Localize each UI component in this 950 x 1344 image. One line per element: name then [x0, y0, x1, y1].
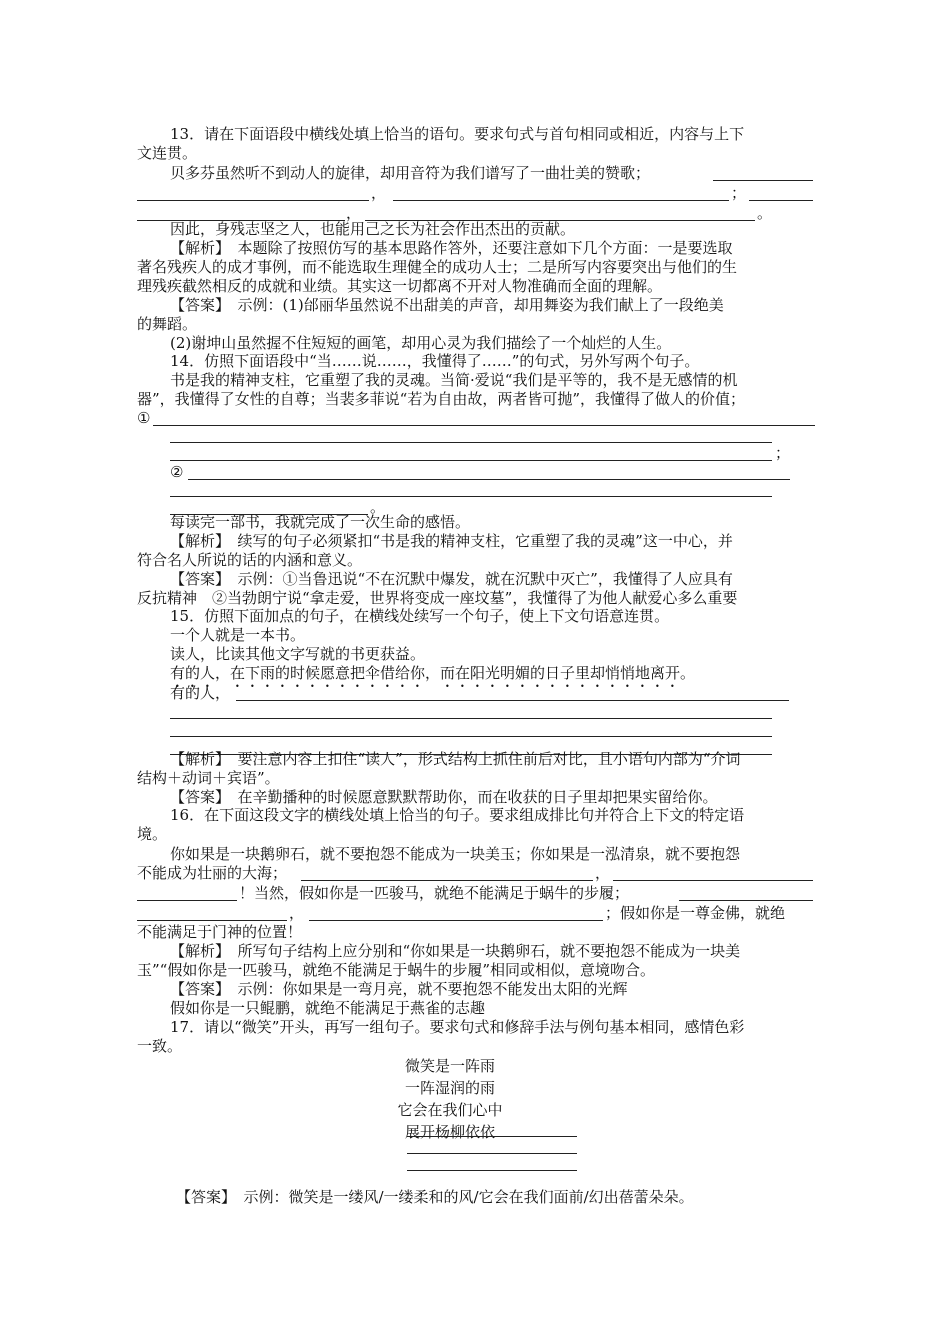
poem-line: 微笑是一阵雨 — [404, 1057, 495, 1075]
q13-analysis-cont: 著名残疾人的成才事例，而不能选取生理健全的成功人士；二是所写内容要突出与他们的生 — [137, 258, 738, 276]
q15-line: 一个人就是一本书。 — [170, 626, 306, 644]
poem-line: 展开杨柳依依 — [404, 1123, 495, 1141]
answer-blank[interactable] — [153, 411, 815, 426]
answer-blank[interactable] — [188, 465, 790, 480]
q13-prompt: 13．请在下面语段中横线处填上恰当的语句。要求句式与首句相同或相近，内容与上下 — [170, 125, 745, 143]
answer-blank[interactable] — [301, 866, 593, 881]
answer-blank[interactable] — [393, 186, 729, 201]
q15-analysis: 【解析】 要注意内容上扣住“读人”，形式结构上抓住前后对比，且小语句内部为“介词 — [170, 750, 741, 768]
punct: ； — [731, 184, 747, 202]
q14-answer-cont: 反抗精神 ②当勃朗宁说“拿走爱，世界将变成一座坟墓”，我懂得了为他人献爱心多么重要 — [137, 589, 738, 607]
answer-blank[interactable] — [170, 446, 772, 461]
q15-line: 读人，比读其他文字写就的书更获益。 — [170, 645, 426, 663]
q14-closing: 每读完一部书，我就完成了一次生命的感悟。 — [170, 513, 471, 531]
q16-prompt: 16．在下面这段文字的横线处填上恰当的句子。要求组成排比句并符合上下文的特定语 — [170, 806, 745, 824]
q17-prompt-cont: 一致。 — [137, 1037, 183, 1055]
q14-analysis-cont: 符合名人所说的话的内涵和意义。 — [137, 551, 363, 569]
q13-analysis: 【解析】 本题除了按照仿写的基本思路作答外，还要注意如下几个方面：一是要选取 — [170, 239, 733, 257]
q15-analysis-cont: 结构＋动词＋宾语”。 — [137, 769, 280, 787]
q16-passage-cont: ；假如你是一尊金佛，就绝 — [605, 904, 786, 922]
answer-blank[interactable] — [679, 886, 813, 901]
q14-analysis: 【解析】 续写的句子必须紧扣“书是我的精神支柱，它重塑了我的灵魂”这一中心，并 — [170, 532, 733, 550]
punct: 。 — [370, 498, 386, 516]
q15-prefix: 有的人， — [170, 684, 231, 702]
q13-closing: 因此，身残志坚之人，也能用己之长为社会作出杰出的贡献。 — [170, 220, 576, 238]
punct: ， — [289, 904, 305, 922]
answer-blank[interactable] — [613, 866, 813, 881]
q16-prompt-cont: 境。 — [137, 825, 168, 843]
answer-blank[interactable] — [309, 906, 603, 921]
q15-prompt: 15．仿照下面加点的句子，在横线处续写一个句子，使上下文句语意连贯。 — [170, 607, 670, 625]
answer-blank[interactable] — [137, 186, 369, 201]
punct: ， — [346, 204, 362, 222]
answer-blank[interactable] — [170, 722, 772, 737]
q14-passage: 书是我的精神支柱，它重塑了我的灵魂。当简·爱说“我们是平等的，我不是无感情的机 — [170, 371, 738, 389]
q16-passage-cont: ！当然，假如你是一匹骏马，就绝不能满足于蜗牛的步履； — [239, 884, 630, 902]
punct: ； — [775, 444, 791, 462]
q13-answer: 【答案】 示例：(1)邰丽华虽然说不出甜美的声音，却用舞姿为我们献上了一段绝美 — [170, 296, 724, 314]
q14-marker-1: ① — [137, 409, 151, 427]
poem-line: 一阵湿润的雨 — [404, 1079, 495, 1097]
q14-answer: 【答案】 示例：①当鲁迅说“不在沉默中爆发，就在沉默中灭亡”，我懂得了人应具有 — [170, 570, 733, 588]
q16-answer: 【答案】 示例：你如果是一弯月亮，就不要抱怨不能发出太阳的光辉 — [170, 980, 628, 998]
q14-prompt: 14．仿照下面语段中“当……说……，我懂得了……”的句式，另外写两个句子。 — [170, 352, 700, 370]
q14-passage-cont: 器”，我懂得了女性的自尊；当裴多菲说“若为自由故，两者皆可抛”，我懂得了做人的价值； — [137, 390, 746, 408]
answer-blank[interactable] — [137, 906, 287, 921]
poem-line: 它会在我们心中 — [397, 1101, 503, 1119]
q16-analysis-cont: 玉”“假如你是一匹骏马，就绝不能满足于蜗牛的步履”相同或相似，意境吻合。 — [137, 961, 656, 979]
answer-blank[interactable] — [407, 1153, 577, 1154]
q14-marker-2: ② — [170, 463, 184, 481]
answer-blank[interactable] — [713, 166, 813, 181]
answer-blank[interactable] — [170, 704, 772, 719]
q16-analysis: 【解析】 所写句子结构上应分别和“你如果是一块鹅卵石，就不要抱怨不能成为一块美 — [170, 942, 741, 960]
answer-blank[interactable] — [407, 1136, 577, 1137]
q16-answer-cont: 假如你是一只鲲鹏，就绝不能满足于燕雀的志趣 — [170, 999, 486, 1017]
q13-answer-cont: 的舞蹈。 — [137, 315, 198, 333]
answer-blank[interactable] — [170, 482, 772, 497]
q16-passage-cont: 不能满足于门神的位置！ — [137, 923, 303, 941]
q17-prompt: 17．请以“微笑”开头，再写一组句子。要求句式和修辞手法与例句基本相同，感情色彩 — [170, 1018, 745, 1036]
punct: ， — [595, 864, 611, 882]
q13-analysis-cont: 理残疾截然相反的成就和业绩。其实这一切都离不开对人物准确而全面的理解。 — [137, 277, 663, 295]
answer-blank[interactable] — [170, 428, 772, 443]
answer-blank[interactable] — [236, 686, 789, 701]
punct: 。 — [757, 204, 773, 222]
q15-answer: 【答案】 在辛勤播种的时候愿意默默帮助你，而在收获的日子里却把果实留给你。 — [170, 788, 718, 806]
q16-passage-cont: 不能成为壮丽的大海； — [137, 864, 288, 882]
q13-prompt-cont: 文连贯。 — [137, 144, 198, 162]
answer-blank[interactable] — [137, 886, 237, 901]
punct: ， — [371, 184, 387, 202]
answer-blank[interactable] — [749, 186, 813, 201]
q16-passage: 你如果是一块鹅卵石，就不要抱怨不能成为一块美玉；你如果是一泓清泉，就不要抱怨 — [170, 845, 741, 863]
q17-answer: 【答案】 示例：微笑是一缕风/一缕柔和的风/它会在我们面前/幻出蓓蕾朵朵。 — [176, 1188, 694, 1206]
answer-blank[interactable] — [407, 1170, 577, 1171]
q15-dotted-sentence: 有的人，在下雨的时候愿意把伞借给你，而在阳光明媚的日子里却悄悄地离开。 — [170, 664, 696, 682]
q13-first-sentence: 贝多芬虽然听不到动人的旋律，却用音符为我们谱写了一曲壮美的赞歌； — [170, 164, 651, 182]
q13-answer-cont: (2)谢坤山虽然握不住短短的画笔，却用心灵为我们描绘了一个灿烂的人生。 — [170, 334, 672, 352]
